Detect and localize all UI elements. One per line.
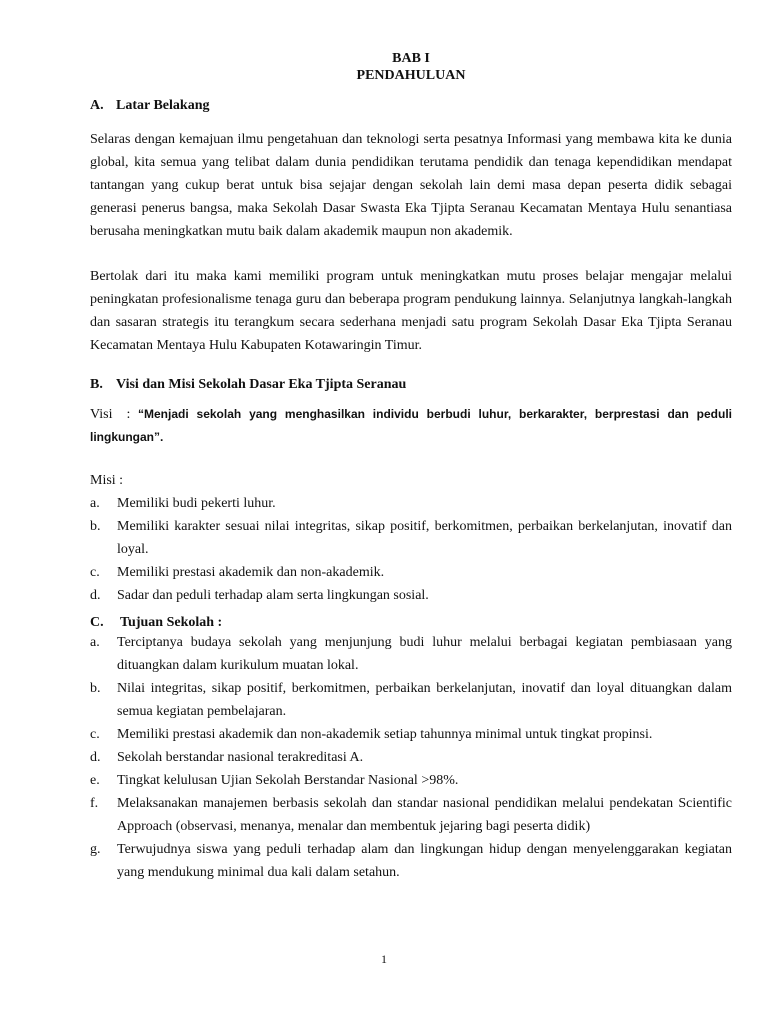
- mission-text: Sadar dan peduli terhadap alam serta lingkungan sosial.: [117, 588, 429, 603]
- section-b-letter: B.: [90, 377, 103, 392]
- mission-text: Memiliki karakter sesuai nilai integritas, sikap positif, berkomitmen, perbaikan berkelanjutan, inovatif dan loyal.: [117, 519, 732, 557]
- goal-text: Memiliki prestasi akademik dan non-akademik setiap tahunnya minimal untuk tingkat propinsi.: [117, 727, 653, 742]
- chapter-title: PENDAHULUAN: [356, 68, 466, 83]
- goal-marker: f.: [90, 796, 99, 811]
- goal-marker: d.: [90, 750, 101, 765]
- goal-item: [90, 769, 732, 792]
- goal-item: [90, 838, 732, 884]
- goal-marker: g.: [90, 842, 101, 857]
- goal-marker: b.: [90, 681, 101, 696]
- goal-item: [90, 677, 732, 723]
- mission-text: Memiliki budi pekerti luhur.: [117, 496, 276, 511]
- section-c-heading: [90, 615, 732, 631]
- goal-text: Melaksanakan manajemen berbasis sekolah dan standar nasional pendidikan melalui pendekatan Scientific Approach (observasi, menanya, menalar dan membentuk jejaring bagi peserta didik): [117, 796, 732, 834]
- section-b-heading: [90, 377, 732, 393]
- mission-item: [90, 584, 732, 607]
- section-a-title: Latar Belakang: [116, 98, 210, 113]
- goal-marker: e.: [90, 773, 100, 788]
- goal-text: Nilai integritas, sikap positif, berkomitmen, perbaikan berkelanjutan, inovatif dan loyal dituangkan dalam semua kegiatan pembelajaran.: [117, 681, 732, 719]
- goal-text: Terwujudnya siswa yang peduli terhadap alam dan lingkungan hidup dengan menyelenggarakan kegiatan yang mendukung minimal dua kali dalam setahun.: [117, 842, 732, 880]
- goal-item: [90, 792, 732, 838]
- mission-marker: d.: [90, 588, 101, 603]
- mission-item: [90, 561, 732, 584]
- mission-item: [90, 515, 732, 561]
- mission-list: [90, 492, 732, 607]
- goal-item: [90, 631, 732, 677]
- goals-list: [90, 631, 732, 884]
- goal-text: Terciptanya budaya sekolah yang menjunjung budi luhur melalui berbagai kegiatan pembiasaan yang dituangkan dalam kurikulum muatan lokal.: [117, 635, 732, 673]
- mission-label: Misi :: [90, 473, 124, 488]
- section-a-letter: A.: [90, 98, 104, 113]
- section-a-heading: [90, 98, 732, 114]
- goal-item: [90, 746, 732, 769]
- background-paragraph-1: Selaras dengan kemajuan ilmu pengetahuan dan teknologi serta pesatnya Informasi yang membawa kita ke dunia global, kita semua yang telibat dalam dunia pendidikan terutama pendidik dan tenaga kependidikan mendapat tantangan yang cukup berat untuk bisa sejajar dengan sekolah lain demi masa depan peserta didik sebagai generasi penerus bangsa, maka Sekolah Dasar Swasta Eka Tjipta Seranau Kecamatan Mentaya Hulu senantiasa berusaha meningkatkan mutu baik dalam akademik maupun non akademik.: [90, 132, 732, 239]
- page-number: 1: [381, 952, 387, 966]
- section-c-title: Tujuan Sekolah :: [120, 615, 223, 630]
- background-paragraph-2: Bertolak dari itu maka kami memiliki program untuk meningkatkan mutu proses belajar mengajar melalui peningkatan profesionalisme tenaga guru dan beberapa program pendukung lainnya. Selanjutnya langkah-langkah dan sasaran strategis itu terangkum secara sederhana menjadi satu program Sekolah Dasar Eka Tjipta Seranau Kecamatan Mentaya Hulu Kabupaten Kotawaringin Timur.: [90, 269, 732, 353]
- goal-item: [90, 723, 732, 746]
- vision-label: Visi :: [90, 407, 131, 422]
- goal-text: Tingkat kelulusan Ujian Sekolah Berstandar Nasional >98%.: [117, 773, 459, 788]
- mission-marker: c.: [90, 565, 100, 580]
- vision-block: [90, 403, 732, 449]
- mission-marker: b.: [90, 519, 101, 534]
- chapter-number: BAB I: [392, 51, 430, 66]
- section-c-letter: C.: [90, 615, 104, 630]
- goal-text: Sekolah berstandar nasional terakreditasi A.: [117, 750, 364, 765]
- section-b-title: Visi dan Misi Sekolah Dasar Eka Tjipta Seranau: [116, 377, 407, 392]
- mission-item: [90, 492, 732, 515]
- document-page: [90, 50, 732, 884]
- mission-marker: a.: [90, 496, 100, 511]
- goal-marker: a.: [90, 635, 100, 650]
- vision-text: “Menjadi sekolah yang menghasilkan individu berbudi luhur, berkarakter, berprestasi dan peduli lingkungan”.: [90, 407, 732, 444]
- goal-marker: c.: [90, 727, 100, 742]
- mission-text: Memiliki prestasi akademik dan non-akademik.: [117, 565, 385, 580]
